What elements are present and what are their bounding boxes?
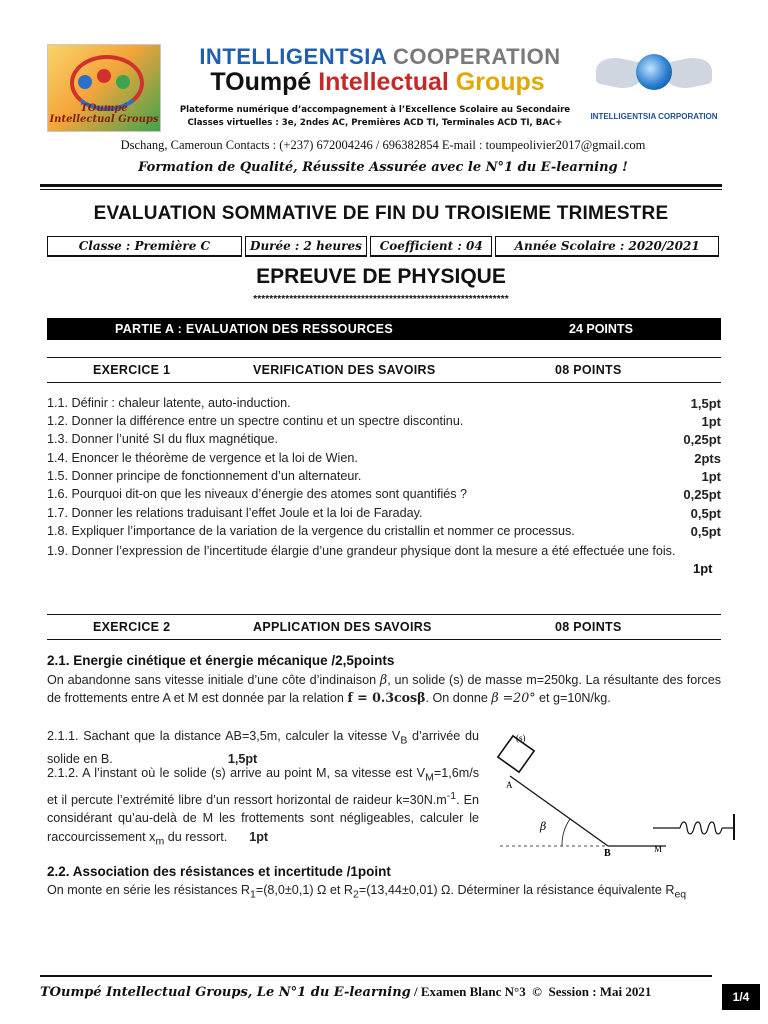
exercice1-number: EXERCICE 1 — [93, 363, 171, 377]
question-item: 1.2. Donner la différence entre un spectre continu et un spectre discontinu. 1pt — [47, 414, 721, 429]
page-number: 1/4 — [722, 984, 760, 1010]
question-item: 1.9. Donner l’expression de l’incertitude élargie d’une grandeur physique dont la mesure a été effectuée une fois. — [47, 544, 676, 558]
logo-intelligentsia — [590, 48, 718, 130]
contact-text: Dschang, Cameroun Contacts : (+237) 672004246 / 696382854 E-mail : toumpeolivier2017@gmail.com — [120, 138, 646, 152]
section-2-2-title: 2.2. Association des résistances et incertitude /1point — [47, 864, 391, 879]
label-m: M — [654, 844, 663, 854]
header-divider — [40, 184, 722, 190]
question-item: 1.6. Pourquoi dit-on que les niveaux d’énergie des atomes sont quantifiés ? 0,25pt — [47, 487, 721, 502]
question-item: 1.4. Enoncer le théorème de vergence et la loi de Wien. 2pts — [47, 451, 721, 466]
question-2-1-1: 2.1.1. Sachant que la distance AB=3,5m, calculer la vitesse $V_B$ d’arrivée du solide en B. 1,5pt — [47, 729, 479, 766]
section-2-1-title: 2.1. Energie cinétique et énergie mécanique /2,5points — [47, 653, 395, 668]
question-item: 1.3. Donner l’unité SI du flux magnétique. 0,25pt — [47, 432, 721, 447]
logo-toumpe — [47, 44, 161, 132]
section-2-1-intro: On abandonne sans vitesse initiale d’une côte d’indinaison β, un solide (s) de masse m=250kg. La résultante des forces de frottements entre A et M est donnée par la relation f = 0.3cosβ. On donne β =20° et g=10N/kg. — [47, 672, 721, 706]
exam-title: EVALUATION SOMMATIVE DE FIN DU TROISIEME TRIMESTRE — [93, 203, 669, 224]
question-2-1-2: 2.1.2. A l’instant où le solide (s) arrive au point M, sa vitesse est $V_M=1,6m/s$ et il percute l’extrémité libre d’un ressort horizontal de raideur $k=30N.m^{-1}$. En considérant qu’au-delà de M les frottements sont négligeables, calculer le raccourcissement $x_m$ du ressort. 1pt — [47, 766, 479, 848]
exercice1-title: VERIFICATION DES SAVOIRS — [253, 363, 436, 377]
group-name: TOumpé Intellectual Groups — [210, 68, 545, 96]
exercice2-points: 08 POINTS — [555, 620, 622, 634]
partie-a-banner — [47, 318, 721, 340]
exercice1-points: 08 POINTS — [555, 363, 622, 377]
paper-title: EPREUVE DE PHYSIQUE — [256, 265, 506, 288]
question-points: 1pt — [693, 561, 713, 576]
exam-info-row — [47, 236, 719, 256]
label-solid: (s) — [516, 733, 526, 743]
label-angle: β — [540, 820, 547, 833]
info-classe: Classe : Première C — [47, 236, 242, 257]
star-separator: **************************************************************** — [253, 294, 509, 305]
exercice2-header — [47, 614, 721, 640]
partie-a-title: PARTIE A : EVALUATION DES RESSOURCES — [115, 322, 393, 336]
logo-right-caption: INTELLIGENTSIA CORPORATION — [590, 112, 718, 121]
section-2-2-text: On monte en série les résistances $R_1=(8,0\pm 0,1)$ Ω et $R_2=(13,44\pm 0,01)$ Ω. Déterminer la résistance équivalente $R_{eq}$ — [47, 883, 687, 901]
label-a: A — [506, 780, 513, 790]
exercice2-number: EXERCICE 2 — [93, 620, 171, 634]
org-name: INTELLIGENTSIA COOPERATION — [199, 44, 561, 69]
classes-text: Classes virtuelles : 3e, 2ndes AC, Premières ACD TI, Terminales ACD TI, BAC+ — [187, 118, 563, 128]
footer-divider — [40, 975, 712, 977]
info-duree: Durée : 2 heures — [245, 236, 367, 257]
logo-left-caption: TOumpé Intellectual Groups — [49, 103, 159, 125]
info-coefficient: Coefficient : 04 — [370, 236, 492, 257]
question-item: 1.1. Définir : chaleur latente, auto-induction. 1,5pt — [47, 396, 721, 411]
slogan-text: Formation de Qualité, Réussite Assurée avec le N°1 du E-learning ! — [138, 160, 628, 175]
info-annee: Année Scolaire : 2020/2021 — [495, 236, 719, 257]
exercice1-header — [47, 357, 721, 383]
question-item: 1.5. Donner principe de fonctionnement d’un alternateur. 1pt — [47, 469, 721, 484]
platform-text: Plateforme numérique d’accompagnement à l’Excellence Scolaire au Secondaire — [179, 105, 571, 115]
question-item: 1.8. Expliquer l’importance de la variation de la vergence du cristallin et nommer ce processus. 0,5pt — [47, 524, 721, 539]
incline-spring-figure — [488, 728, 738, 858]
label-b: B — [604, 848, 611, 858]
partie-a-points: 24 POINTS — [569, 322, 633, 336]
question-item: 1.7. Donner les relations traduisant l’effet Joule et la loi de Faraday. 0,5pt — [47, 506, 721, 521]
exercice2-title: APPLICATION DES SAVOIRS — [253, 620, 432, 634]
footer-text: TOumpé Intellectual Groups, Le N°1 du E-learning / Examen Blanc N°3 © Session : Mai 2021 — [40, 984, 652, 1000]
